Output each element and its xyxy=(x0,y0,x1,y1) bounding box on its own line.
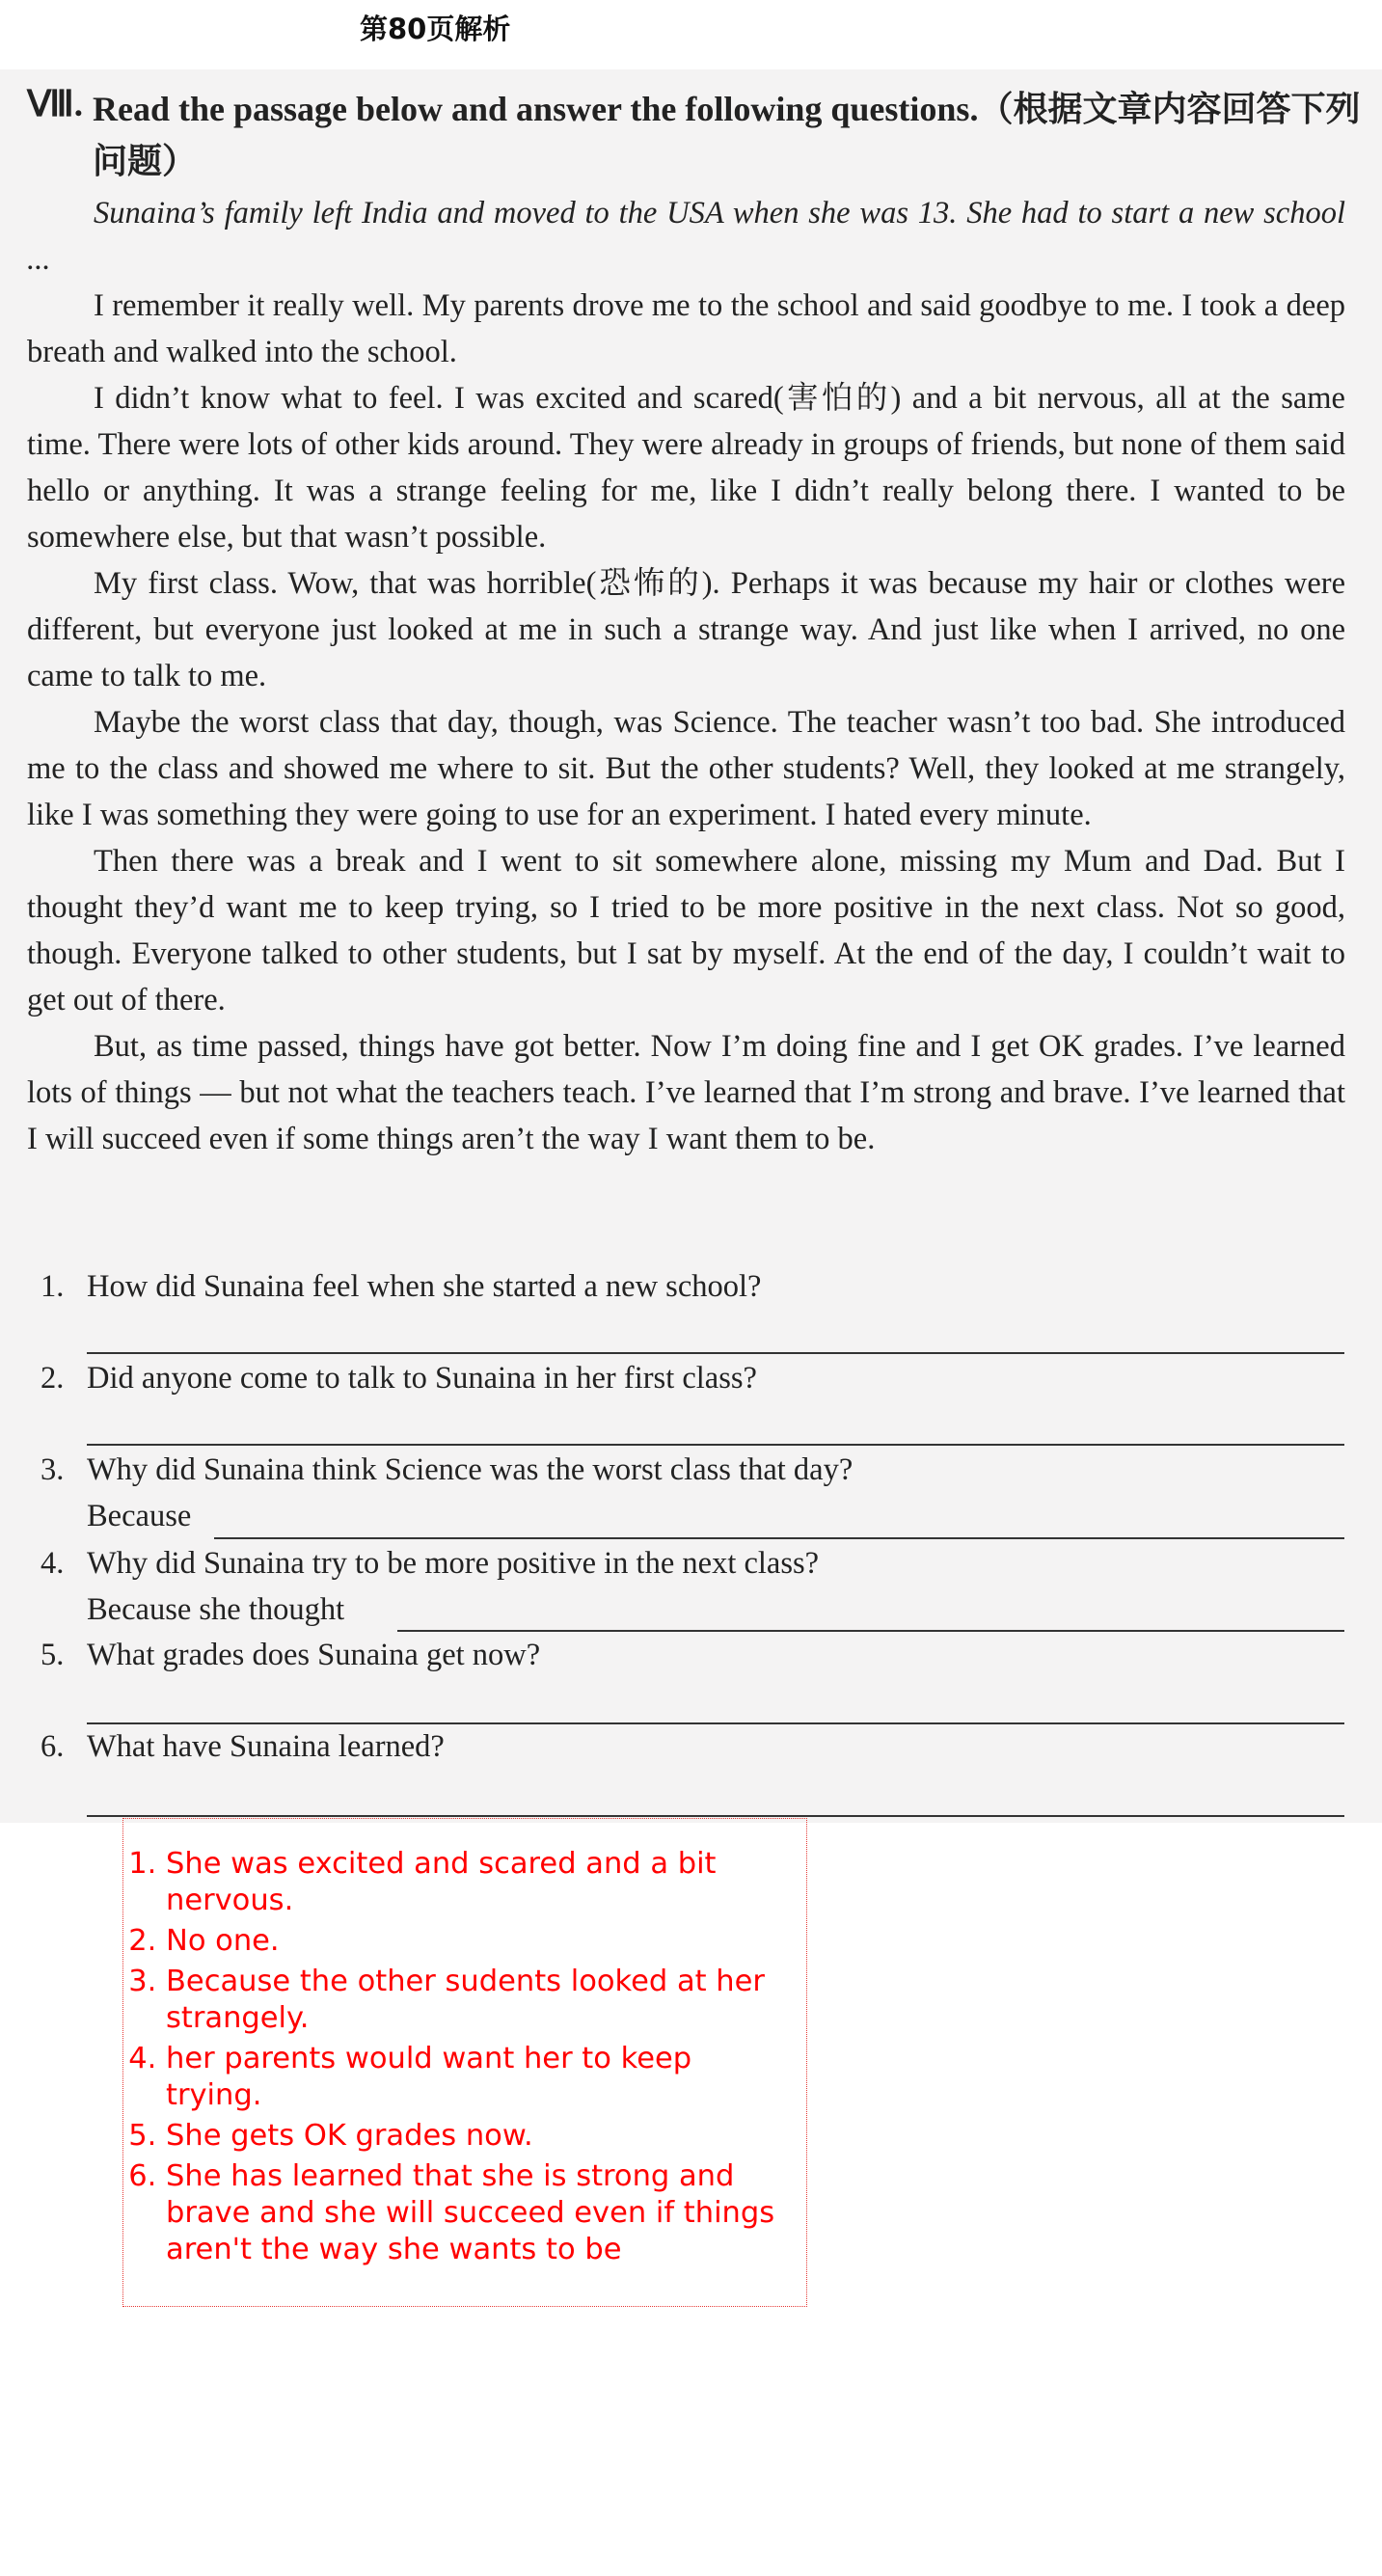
answer-line-6[interactable] xyxy=(87,1815,1344,1817)
question-text: What have Sunaina learned? xyxy=(87,1729,445,1764)
question-number: 1. xyxy=(41,1269,65,1304)
question-number: 5. xyxy=(41,1638,65,1672)
question-text: Why did Sunaina think Science was the worst class that day? xyxy=(87,1452,854,1487)
answer-line-1[interactable] xyxy=(87,1352,1344,1354)
question-number: 6. xyxy=(41,1729,65,1764)
passage-intro: Sunaina’s family left India and moved to the USA when she was 13. She had to start a new school ... xyxy=(27,196,1345,277)
passage-paragraph: But, as time passed, things have got better. Now I’m doing fine and I get OK grades. I’ve learned lots of things — but not what the teachers teach. I’ve learned that I’m strong and brave. I’ve learned that I will succeed even if some things aren’t the way I want them to be. xyxy=(27,1029,1345,1156)
answer-line-3[interactable] xyxy=(214,1537,1344,1539)
answer-item: 2. No one. xyxy=(166,1923,793,1960)
question-text: What grades does Sunaina get now? xyxy=(87,1638,541,1672)
answer-item: 3. Because the other sudents looked at her strangely. xyxy=(166,1964,793,2037)
passage-paragraph: My first class. Wow, that was horrible(恐怖的). Perhaps it was because my hair or clothes were different, but everyone just looked at me in such a strange way. And just like when I arrived, no one came to talk to me. xyxy=(27,566,1345,693)
answer-item: 6. She has learned that she is strong and brave and she will succeed even if things aren't the way she wants to be xyxy=(166,2158,793,2268)
question-text: How did Sunaina feel when she started a new school? xyxy=(87,1269,762,1304)
page-title: 第80页解析 xyxy=(360,13,511,45)
answer-item: 1. She was excited and scared and a bit nervous. xyxy=(166,1846,793,1919)
question-text: Did anyone come to talk to Sunaina in her first class? xyxy=(87,1361,757,1396)
answer-line-2[interactable] xyxy=(87,1444,1344,1446)
answer-key-box xyxy=(122,1818,807,2307)
answer-item: 5. She gets OK grades now. xyxy=(166,2118,793,2155)
passage-paragraph: Then there was a break and I went to sit somewhere alone, missing my Mum and Dad. But I thought they’d want me to keep trying, so I tried to be more positive in the next class. Not so good, though. Everyone talked to other students, but I sat by myself. At the end of the day, I couldn’t wait to get out of there. xyxy=(27,844,1345,1017)
answer-item: 4. her parents would want her to keep trying. xyxy=(166,2041,793,2114)
passage-paragraph: I didn’t know what to feel. I was excited and scared(害怕的) and a bit nervous, all at the same time. There were lots of other kids around. They were already in groups of friends, but none of them said hello or anything. It was a strange feeling for me, like I didn’t really belong there. I wanted to be somewhere else, but that wasn’t possible. xyxy=(27,381,1345,555)
section-number: Ⅷ. xyxy=(27,85,83,124)
passage-paragraph: I remember it really well. My parents drove me to the school and said goodbye to me. I took a deep breath and walked into the school. xyxy=(27,288,1345,369)
question-number: 2. xyxy=(41,1361,65,1396)
question-number: 3. xyxy=(41,1452,65,1487)
reading-passage xyxy=(27,190,1345,1162)
answer-lead: Because she thought xyxy=(87,1592,345,1627)
question-text: Why did Sunaina try to be more positive in the next class? xyxy=(87,1546,820,1581)
section-instruction: Read the passage below and answer the following questions.（根据文章内容回答下列问题） xyxy=(93,90,1361,180)
answer-lead: Because xyxy=(87,1499,192,1533)
passage-paragraph: Maybe the worst class that day, though, was Science. The teacher wasn’t too bad. She introduced me to the class and showed me where to sit. But the other students? Well, they looked at me strangely, like I was something they were going to use for an experiment. I hated every minute. xyxy=(27,705,1345,832)
answer-list xyxy=(123,1846,793,2272)
question-number: 4. xyxy=(41,1546,65,1581)
